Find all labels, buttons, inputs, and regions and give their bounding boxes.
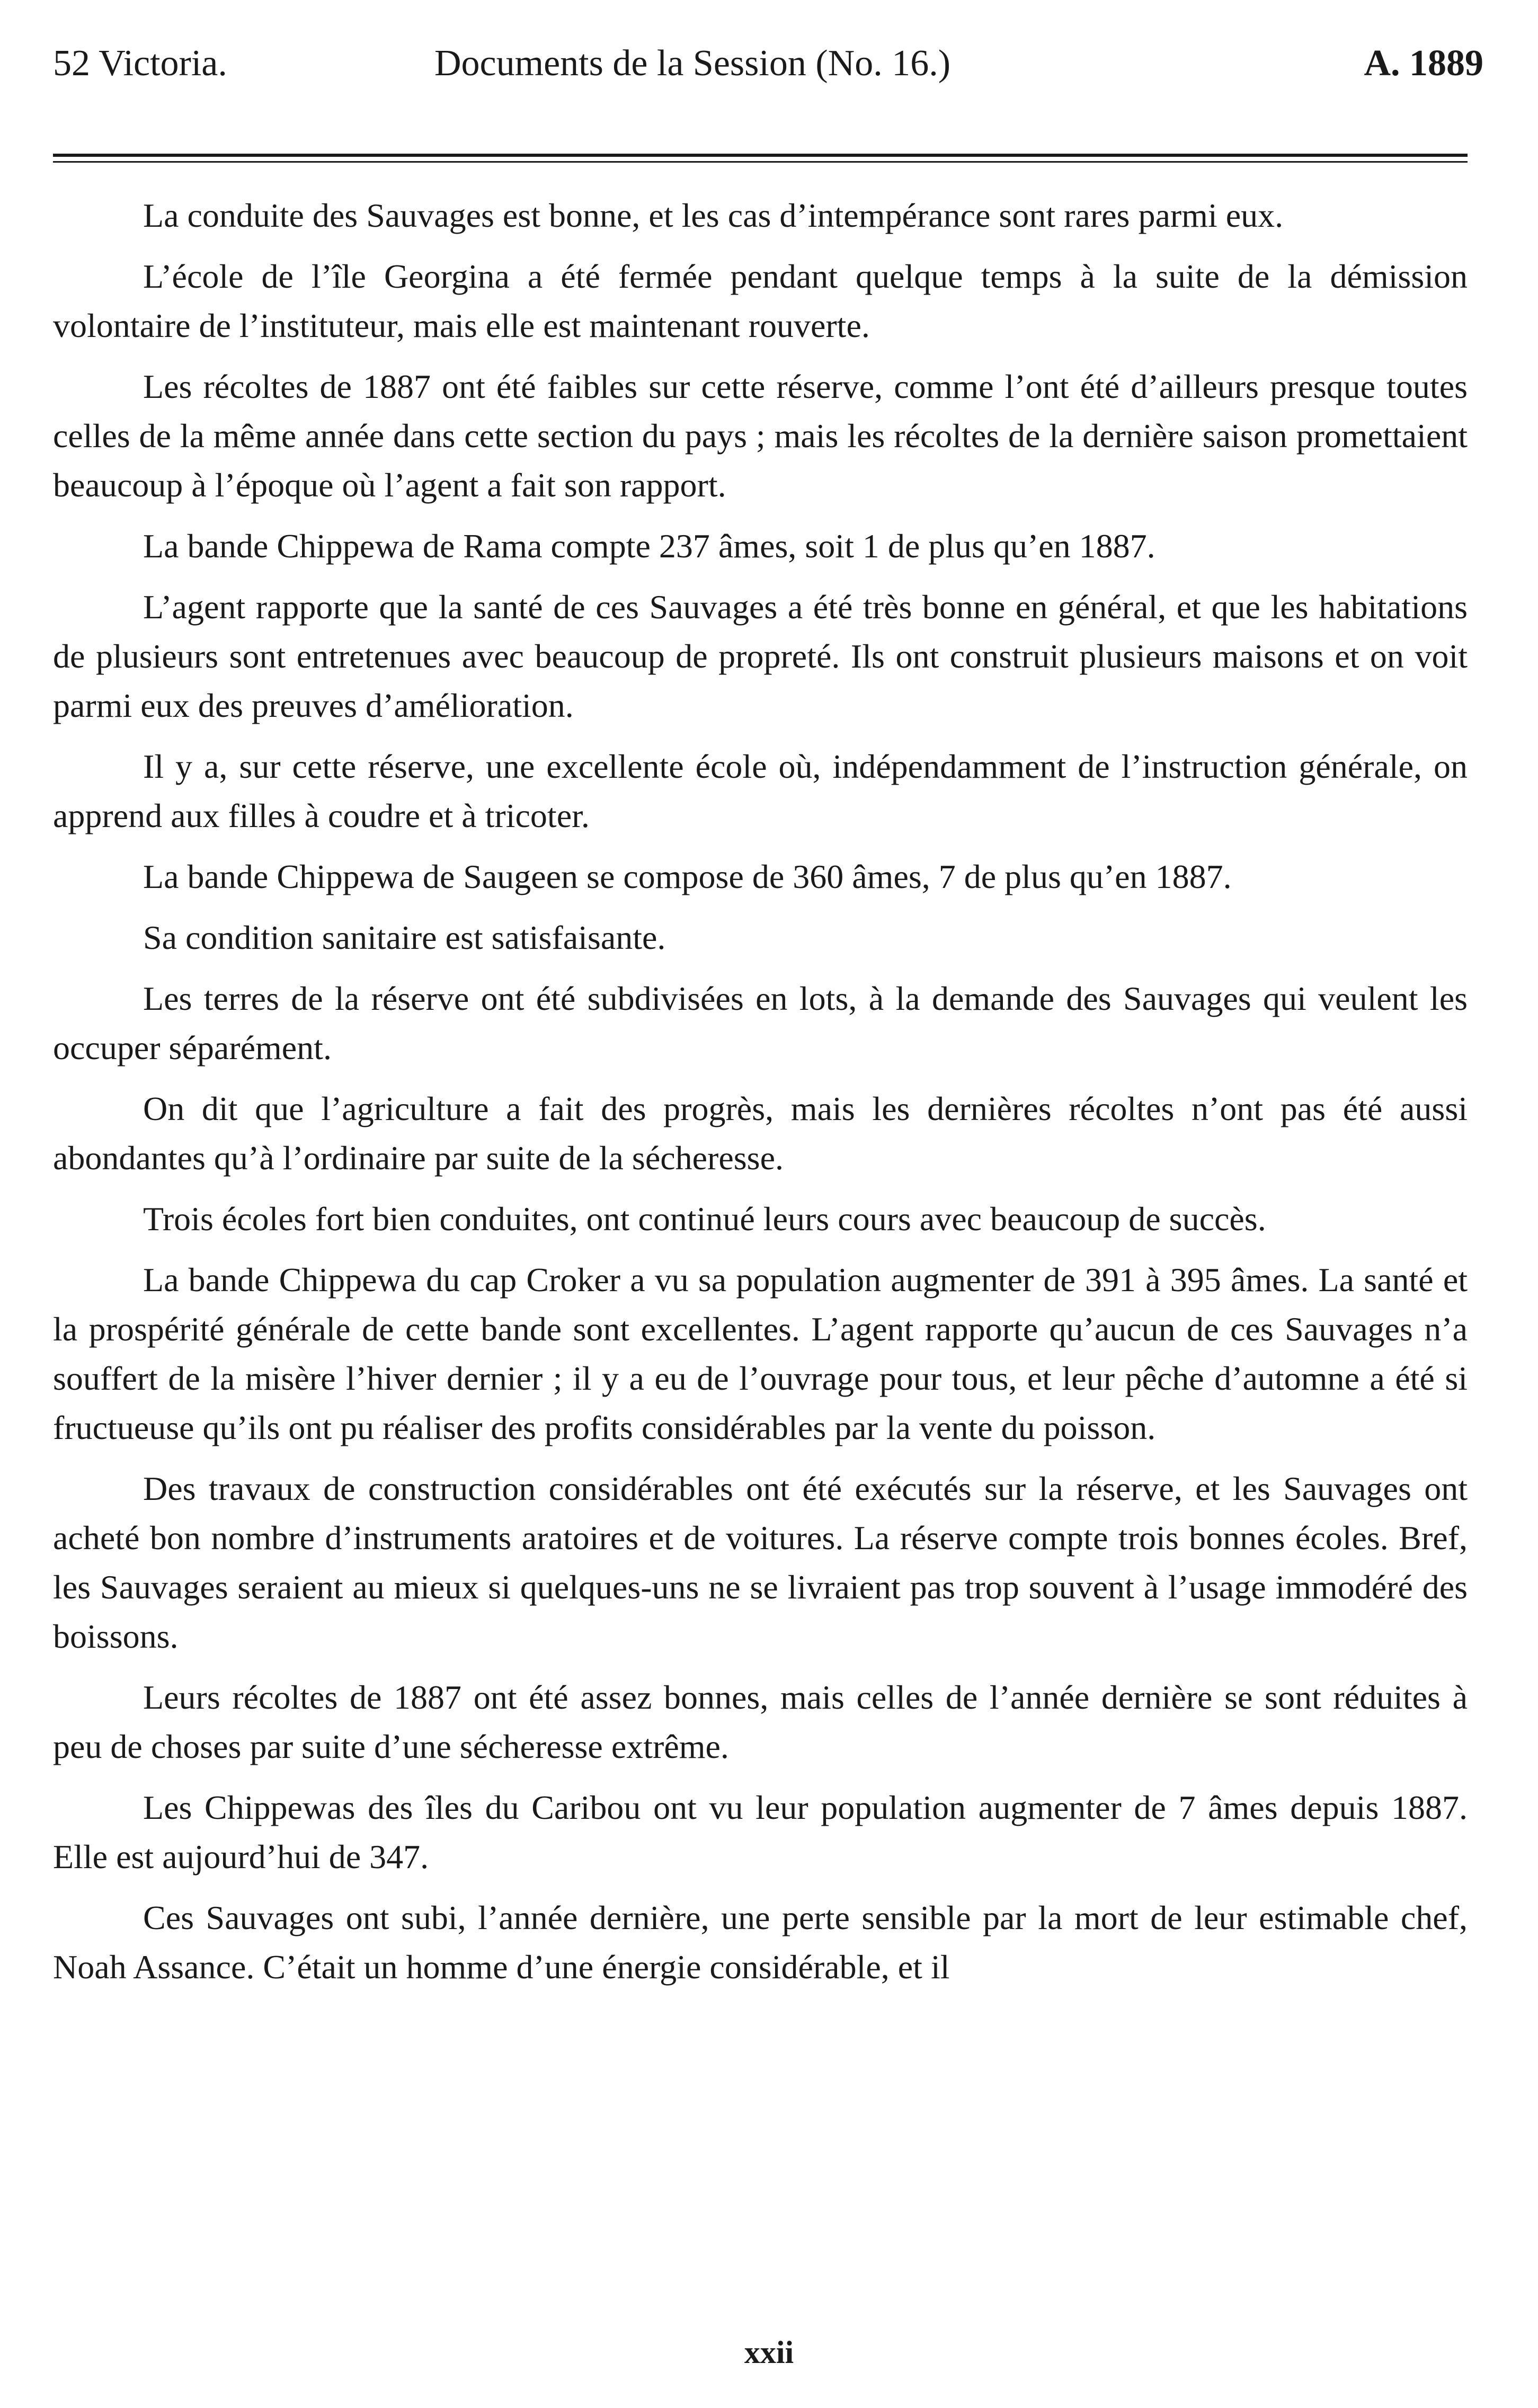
header-year: A. 1889 bbox=[1364, 43, 1483, 84]
paragraph: Il y a, sur cette réserve, une excellente école où, indépendamment de l’instruction générale, on apprend aux filles à coudre et à tricoter. bbox=[53, 748, 1468, 834]
paragraph: Les récoltes de 1887 ont été faibles sur cette réserve, comme l’ont été d’ailleurs presque toutes celles de la même année dans cette section du pays ; mais les récoltes de la dernière saison promettaient beaucoup à l’époque où l’agent a fait son rapport. bbox=[53, 368, 1468, 504]
paragraph: La conduite des Sauvages est bonne, et les cas d’intempérance sont rares parmi eux. bbox=[143, 197, 1284, 234]
paragraph: Leurs récoltes de 1887 ont été assez bonnes, mais celles de l’année dernière se sont réduites à peu de choses par suite d’une sécheresse extrême. bbox=[53, 1678, 1468, 1765]
header-rule-thin bbox=[53, 161, 1468, 163]
header-rule-thick bbox=[53, 154, 1468, 157]
paragraph: Les terres de la réserve ont été subdivisées en lots, à la demande des Sauvages qui veulent les occuper séparément. bbox=[53, 980, 1468, 1067]
paragraph: Trois écoles fort bien conduites, ont continué leurs cours avec beaucoup de succès. bbox=[143, 1200, 1266, 1238]
page-folio: xxii bbox=[744, 2335, 794, 2370]
body-text bbox=[53, 191, 1468, 2003]
paragraph: Des travaux de construction considérables ont été exécutés sur la réserve, et les Sauvages ont acheté bon nombre d’instruments aratoires et de voitures. La réserve compte trois bonnes écoles. Bref, les Sauvages seraient au mieux si quelques-uns ne se livraient pas trop souvent à l’usage immodéré des boissons. bbox=[53, 1470, 1468, 1655]
paragraph: L’agent rapporte que la santé de ces Sauvages a été très bonne en général, et que les habitations de plusieurs sont entretenues avec beaucoup de propreté. Ils ont construit plusieurs maisons et on voit parmi eux des preuves d’amélioration. bbox=[53, 588, 1468, 724]
paragraph: Sa condition sanitaire est satisfaisante. bbox=[143, 919, 666, 956]
paragraph: La bande Chippewa de Rama compte 237 âmes, soit 1 de plus qu’en 1887. bbox=[143, 527, 1155, 565]
paragraph: L’école de l’île Georgina a été fermée pendant quelque temps à la suite de la démission volontaire de l’instituteur, mais elle est maintenant rouverte. bbox=[53, 257, 1468, 344]
running-header bbox=[53, 32, 1483, 95]
paragraph: On dit que l’agriculture a fait des progrès, mais les dernières récoltes n’ont pas été aussi abondantes qu’à l’ordinaire par suite de la sécheresse. bbox=[53, 1090, 1468, 1177]
paragraph: Ces Sauvages ont subi, l’année dernière, une perte sensible par la mort de leur estimable chef, Noah Assance. C’était un homme d’une énergie considérable, et il bbox=[53, 1899, 1468, 1986]
paragraph: La bande Chippewa de Saugeen se compose de 360 âmes, 7 de plus qu’en 1887. bbox=[143, 858, 1232, 895]
header-title: Documents de la Session (No. 16.) bbox=[434, 43, 951, 84]
header-volume: 52 Victoria. bbox=[53, 43, 227, 84]
paragraph: Les Chippewas des îles du Caribou ont vu leur population augmenter de 7 âmes depuis 1887. Elle est aujourd’hui de 347. bbox=[53, 1789, 1468, 1876]
paragraph: La bande Chippewa du cap Croker a vu sa population augmenter de 391 à 395 âmes. La santé et la prospérité générale de cette bande sont excellentes. L’agent rapporte qu’aucun de ces Sauvages n’a souffert de la misère l’hiver dernier ; il y a eu de l’ouvrage pour tous, et leur pêche d’automne a été si fructueuse qu’ils ont pu réaliser des profits considérables par la vente du poisson. bbox=[53, 1261, 1468, 1446]
